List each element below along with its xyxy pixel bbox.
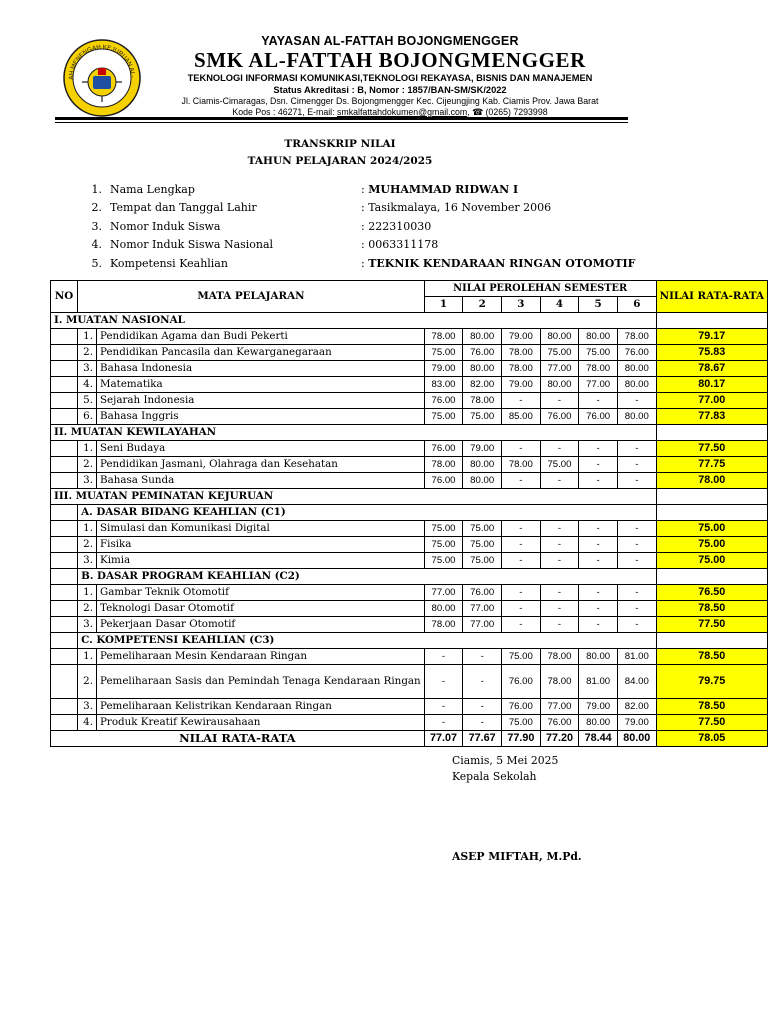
average-score: 77.50 xyxy=(656,715,767,731)
header-average: NILAI RATA-RATA xyxy=(656,281,767,313)
semester-score: - xyxy=(579,457,618,473)
document-title: TRANSKRIP NILAI xyxy=(284,138,396,150)
average-score: 78.00 xyxy=(656,473,767,489)
section-row xyxy=(51,313,768,329)
semester-score: 78.00 xyxy=(424,617,463,633)
semester-score: 77.00 xyxy=(540,699,579,715)
semester-score: 84.00 xyxy=(617,665,656,699)
indent-cell xyxy=(51,473,78,489)
info-label: Kompetensi Keahlian xyxy=(110,256,228,270)
semester-score: 75.00 xyxy=(502,715,541,731)
semester-score: 75.00 xyxy=(424,537,463,553)
semester-score: 75.00 xyxy=(540,457,579,473)
semester-score: - xyxy=(617,585,656,601)
subject-name: Bahasa Inggris xyxy=(97,409,425,425)
semester-score: - xyxy=(617,521,656,537)
semester-score: - xyxy=(502,393,541,409)
semester-score: 80.00 xyxy=(579,715,618,731)
semester-score: - xyxy=(579,521,618,537)
semester-score: 80.00 xyxy=(463,329,502,345)
indent-cell xyxy=(51,633,78,649)
subsection-row xyxy=(51,569,768,585)
total-semester-score: 77.67 xyxy=(463,731,502,747)
average-score: 78.67 xyxy=(656,361,767,377)
semester-score: 76.00 xyxy=(540,409,579,425)
signature-position: Kepala Sekolah xyxy=(452,770,537,783)
semester-score: 80.00 xyxy=(617,361,656,377)
info-value-bold: MUHAMMAD RIDWAN I xyxy=(368,183,519,196)
semester-score: 75.00 xyxy=(424,345,463,361)
semester-score: 78.00 xyxy=(424,329,463,345)
semester-score: 76.00 xyxy=(463,345,502,361)
subject-name: Pemeliharaan Sasis dan Pemindah Tenaga Kendaraan Ringan xyxy=(97,665,425,699)
semester-score: - xyxy=(502,473,541,489)
average-score: 75.83 xyxy=(656,345,767,361)
semester-score: - xyxy=(579,585,618,601)
semester-score: 76.00 xyxy=(502,699,541,715)
semester-score: 80.00 xyxy=(540,377,579,393)
postal-code: Kode Pos : 46271, E-mail: xyxy=(232,107,338,117)
semester-score: 75.00 xyxy=(463,409,502,425)
semester-score: 76.00 xyxy=(502,665,541,699)
table-row xyxy=(51,537,768,553)
semester-score: 85.00 xyxy=(502,409,541,425)
info-label: Nomor Induk Siswa Nasional xyxy=(110,238,274,252)
header-semester-6: 6 xyxy=(617,297,656,313)
average-score: 77.50 xyxy=(656,441,767,457)
indent-cell xyxy=(51,329,78,345)
semester-score: 75.00 xyxy=(579,345,618,361)
semester-score: 78.00 xyxy=(540,649,579,665)
total-semester-score: 77.20 xyxy=(540,731,579,747)
average-score: 77.75 xyxy=(656,457,767,473)
document-subtitle: TAHUN PELAJARAN 2024/2025 xyxy=(247,155,433,167)
semester-score: 76.00 xyxy=(424,393,463,409)
semester-score: 80.00 xyxy=(579,329,618,345)
semester-score: 80.00 xyxy=(463,473,502,489)
subject-name: Kimia xyxy=(97,553,425,569)
total-average-score: 78.05 xyxy=(656,731,767,747)
average-score: 75.00 xyxy=(656,553,767,569)
school-name: SMK AL-FATTAH BOJONGMENGGER xyxy=(194,48,586,72)
semester-score: 78.00 xyxy=(579,361,618,377)
semester-score: - xyxy=(463,649,502,665)
subsection-row xyxy=(51,505,768,521)
semester-score: - xyxy=(579,393,618,409)
info-value-bold: TEKNIK KENDARAAN RINGAN OTOMOTIF xyxy=(368,256,636,270)
row-number: 2. xyxy=(78,345,97,361)
info-value-text: : 0063311178 xyxy=(361,238,439,252)
semester-score: 82.00 xyxy=(617,699,656,715)
header-semester-4: 4 xyxy=(540,297,579,313)
total-label: NILAI RATA-RATA xyxy=(51,731,425,747)
row-number: 3. xyxy=(78,473,97,489)
semester-score: 76.00 xyxy=(424,441,463,457)
average-empty-cell xyxy=(656,313,767,329)
row-number: 1. xyxy=(78,329,97,345)
indent-cell xyxy=(51,699,78,715)
average-score: 80.17 xyxy=(656,377,767,393)
average-score: 77.83 xyxy=(656,409,767,425)
school-emblem-icon xyxy=(62,38,142,118)
row-number: 3. xyxy=(78,553,97,569)
semester-score: 80.00 xyxy=(463,361,502,377)
average-score: 75.00 xyxy=(656,521,767,537)
indent-cell xyxy=(51,649,78,665)
header-semester-3: 3 xyxy=(502,297,541,313)
semester-score: 79.00 xyxy=(463,441,502,457)
section-title: II. MUATAN KEWILAYAHAN xyxy=(51,425,657,441)
total-semester-score: 80.00 xyxy=(617,731,656,747)
subject-name: Pemeliharaan Kelistrikan Kendaraan Ringan xyxy=(97,699,425,715)
indent-cell xyxy=(51,715,78,731)
info-value xyxy=(361,199,551,217)
info-label: Nomor Induk Siswa xyxy=(110,219,221,233)
student-info-row xyxy=(88,236,648,254)
semester-score: - xyxy=(502,441,541,457)
semester-score: 79.00 xyxy=(617,715,656,731)
table-row xyxy=(51,377,768,393)
subject-name: Produk Kreatif Kewirausahaan xyxy=(97,715,425,731)
section-title: III. MUATAN PEMINATAN KEJURUAN xyxy=(51,489,657,505)
info-value-text: : 222310030 xyxy=(361,219,432,233)
subject-name: Pendidikan Jasmani, Olahraga dan Kesehatan xyxy=(97,457,425,473)
semester-score: 77.00 xyxy=(424,585,463,601)
semester-score: 80.00 xyxy=(540,329,579,345)
average-empty-cell xyxy=(656,633,767,649)
semester-score: 79.00 xyxy=(502,329,541,345)
semester-score: 78.00 xyxy=(617,329,656,345)
indent-cell xyxy=(51,505,78,521)
signature-name: ASEP MIFTAH, M.Pd. xyxy=(452,850,582,863)
semester-score: - xyxy=(424,665,463,699)
semester-score: - xyxy=(617,393,656,409)
semester-score: - xyxy=(540,585,579,601)
table-row xyxy=(51,329,768,345)
letterhead-text xyxy=(152,34,628,118)
info-value-text: : xyxy=(361,183,369,196)
semester-score: 80.00 xyxy=(579,649,618,665)
semester-score: 75.00 xyxy=(463,521,502,537)
total-semester-score: 77.07 xyxy=(424,731,463,747)
header-semester-2: 2 xyxy=(463,297,502,313)
indent-cell xyxy=(51,457,78,473)
semester-score: - xyxy=(617,457,656,473)
semester-score: - xyxy=(424,715,463,731)
info-value xyxy=(361,255,636,273)
row-number: 1. xyxy=(78,521,97,537)
table-row xyxy=(51,345,768,361)
semester-score: 82.00 xyxy=(463,377,502,393)
semester-score: - xyxy=(617,473,656,489)
average-score: 79.17 xyxy=(656,329,767,345)
semester-score: - xyxy=(579,617,618,633)
semester-score: - xyxy=(540,441,579,457)
row-number: 1. xyxy=(78,441,97,457)
indent-cell xyxy=(51,601,78,617)
semester-score: - xyxy=(579,537,618,553)
semester-score: 79.00 xyxy=(502,377,541,393)
row-number: 3. xyxy=(78,699,97,715)
average-score: 79.75 xyxy=(656,665,767,699)
semester-score: - xyxy=(540,553,579,569)
semester-score: - xyxy=(502,617,541,633)
semester-score: - xyxy=(540,601,579,617)
semester-score: 78.00 xyxy=(540,665,579,699)
semester-score: - xyxy=(463,665,502,699)
semester-score: 80.00 xyxy=(617,409,656,425)
accreditation-status: Status Akreditasi : B, Nomor : 1857/BAN-SM/SK/2022 xyxy=(273,85,507,95)
info-number: 4. xyxy=(91,238,102,252)
average-score: 76.50 xyxy=(656,585,767,601)
semester-score: - xyxy=(579,441,618,457)
subject-name: Pekerjaan Dasar Otomotif xyxy=(97,617,425,633)
info-value-text: : Tasikmalaya, 16 November 2006 xyxy=(361,201,552,215)
average-score: 78.50 xyxy=(656,699,767,715)
semester-score: - xyxy=(424,699,463,715)
semester-score: 78.00 xyxy=(463,393,502,409)
average-empty-cell xyxy=(656,425,767,441)
indent-cell xyxy=(51,569,78,585)
semester-score: 77.00 xyxy=(540,361,579,377)
subsection-title: C. KOMPETENSI KEAHLIAN (C3) xyxy=(78,633,656,649)
indent-cell xyxy=(51,537,78,553)
semester-score: 75.00 xyxy=(424,521,463,537)
table-row xyxy=(51,361,768,377)
student-info-row xyxy=(88,199,648,217)
school-address: Jl. Ciamis-Cimaragas, Dsn. Cimengger Ds. Bojongmengger Kec. Cijeungjing Kab. Ciamis Prov. Jawa Barat xyxy=(181,96,599,106)
info-number: 3. xyxy=(91,219,102,233)
subsection-title: B. DASAR PROGRAM KEAHLIAN (C2) xyxy=(78,569,656,585)
row-number: 1. xyxy=(78,585,97,601)
indent-cell xyxy=(51,585,78,601)
grades-table xyxy=(50,280,768,747)
semester-score: - xyxy=(617,601,656,617)
section-row xyxy=(51,489,768,505)
semester-score: - xyxy=(617,617,656,633)
indent-cell xyxy=(51,617,78,633)
table-row xyxy=(51,601,768,617)
average-empty-cell xyxy=(656,489,767,505)
student-info-row xyxy=(88,218,648,236)
row-number: 2. xyxy=(78,457,97,473)
semester-score: - xyxy=(424,649,463,665)
info-number: 1. xyxy=(91,183,102,196)
table-row xyxy=(51,473,768,489)
semester-score: 75.00 xyxy=(502,649,541,665)
student-info xyxy=(88,181,648,273)
semester-score: 75.00 xyxy=(463,537,502,553)
semester-score: 77.00 xyxy=(463,601,502,617)
semester-score: - xyxy=(579,473,618,489)
semester-score: 79.00 xyxy=(579,699,618,715)
header-semester: NILAI PEROLEHAN SEMESTER xyxy=(424,281,656,297)
row-number: 5. xyxy=(78,393,97,409)
info-label: Tempat dan Tanggal Lahir xyxy=(110,201,257,215)
average-score: 77.50 xyxy=(656,617,767,633)
student-info-row xyxy=(88,255,648,273)
table-row xyxy=(51,665,768,699)
semester-score: 76.00 xyxy=(579,409,618,425)
letterhead-rule-thin xyxy=(55,122,628,123)
section-title: I. MUATAN NASIONAL xyxy=(51,313,657,329)
semester-score: 76.00 xyxy=(617,345,656,361)
semester-score: 76.00 xyxy=(463,585,502,601)
semester-score: 75.00 xyxy=(424,553,463,569)
indent-cell xyxy=(51,409,78,425)
semester-score: - xyxy=(463,715,502,731)
semester-score: - xyxy=(463,699,502,715)
indent-cell xyxy=(51,441,78,457)
average-score: 77.00 xyxy=(656,393,767,409)
indent-cell xyxy=(51,377,78,393)
subject-name: Pemeliharaan Mesin Kendaraan Ringan xyxy=(97,649,425,665)
phone-number: , ☎ (0265) 7293998 xyxy=(467,107,548,117)
table-row xyxy=(51,649,768,665)
semester-score: - xyxy=(617,441,656,457)
subject-name: Sejarah Indonesia xyxy=(97,393,425,409)
semester-score: - xyxy=(617,553,656,569)
semester-score: - xyxy=(540,473,579,489)
info-number: 5. xyxy=(91,256,102,270)
row-number: 2. xyxy=(78,601,97,617)
signature-date: Ciamis, 5 Mei 2025 xyxy=(452,754,559,767)
email-link[interactable]: smkalfattahdokumen@gmail.com xyxy=(337,107,468,117)
header-no: NO xyxy=(51,281,78,313)
info-value xyxy=(361,236,438,254)
total-semester-score: 78.44 xyxy=(579,731,618,747)
info-value-text: : xyxy=(361,256,369,270)
semester-score: 80.00 xyxy=(463,457,502,473)
table-row xyxy=(51,553,768,569)
semester-score: 77.00 xyxy=(579,377,618,393)
logo-text: AH MENENGAH KEJURUAN AL- xyxy=(67,43,137,80)
indent-cell xyxy=(51,553,78,569)
subject-name: Simulasi dan Komunikasi Digital xyxy=(97,521,425,537)
semester-score: 81.00 xyxy=(579,665,618,699)
subsection-row xyxy=(51,633,768,649)
student-info-row xyxy=(88,181,648,199)
subject-name: Teknologi Dasar Otomotif xyxy=(97,601,425,617)
subject-name: Matematika xyxy=(97,377,425,393)
table-row xyxy=(51,585,768,601)
indent-cell xyxy=(51,345,78,361)
average-empty-cell xyxy=(656,505,767,521)
semester-score: 78.00 xyxy=(424,457,463,473)
average-score: 78.50 xyxy=(656,601,767,617)
table-row xyxy=(51,715,768,731)
letterhead xyxy=(56,30,630,122)
semester-score: - xyxy=(540,393,579,409)
semester-score: 77.00 xyxy=(463,617,502,633)
semester-score: 75.00 xyxy=(540,345,579,361)
semester-score: - xyxy=(540,537,579,553)
semester-score: - xyxy=(579,601,618,617)
semester-score: - xyxy=(540,521,579,537)
table-row xyxy=(51,457,768,473)
header-semester-5: 5 xyxy=(579,297,618,313)
semester-score: - xyxy=(579,553,618,569)
indent-cell xyxy=(51,665,78,699)
row-number: 1. xyxy=(78,649,97,665)
info-label: Nama Lengkap xyxy=(110,183,195,196)
semester-score: 76.00 xyxy=(424,473,463,489)
semester-score: 78.00 xyxy=(502,361,541,377)
semester-score: - xyxy=(502,537,541,553)
row-number: 3. xyxy=(78,617,97,633)
row-number: 3. xyxy=(78,361,97,377)
subject-name: Pendidikan Pancasila dan Kewarganegaraan xyxy=(97,345,425,361)
total-semester-score: 77.90 xyxy=(502,731,541,747)
row-number: 4. xyxy=(78,715,97,731)
row-number: 2. xyxy=(78,537,97,553)
info-number: 2. xyxy=(91,201,102,215)
subject-name: Pendidikan Agama dan Budi Pekerti xyxy=(97,329,425,345)
subject-name: Gambar Teknik Otomotif xyxy=(97,585,425,601)
school-programs: TEKNOLOGI INFORMASI KOMUNIKASI,TEKNOLOGI REKAYASA, BISNIS DAN MANAJEMEN xyxy=(187,73,593,83)
table-row xyxy=(51,393,768,409)
table-row xyxy=(51,617,768,633)
table-row xyxy=(51,699,768,715)
semester-score: 75.00 xyxy=(424,409,463,425)
info-value xyxy=(361,218,431,236)
header-semester-1: 1 xyxy=(424,297,463,313)
semester-score: 83.00 xyxy=(424,377,463,393)
average-empty-cell xyxy=(656,569,767,585)
semester-score: 81.00 xyxy=(617,649,656,665)
semester-score: - xyxy=(540,617,579,633)
subject-name: Seni Budaya xyxy=(97,441,425,457)
indent-cell xyxy=(51,361,78,377)
semester-score: 75.00 xyxy=(463,553,502,569)
indent-cell xyxy=(51,521,78,537)
average-score: 75.00 xyxy=(656,537,767,553)
semester-score: 79.00 xyxy=(424,361,463,377)
total-row xyxy=(51,731,768,747)
semester-score: - xyxy=(502,585,541,601)
semester-score: 80.00 xyxy=(424,601,463,617)
semester-score: 76.00 xyxy=(540,715,579,731)
table-row xyxy=(51,521,768,537)
letterhead-rule-thick xyxy=(55,117,628,120)
row-number: 6. xyxy=(78,409,97,425)
semester-score: 78.00 xyxy=(502,345,541,361)
average-score: 78.50 xyxy=(656,649,767,665)
section-row xyxy=(51,425,768,441)
foundation-name: YAYASAN AL-FATTAH BOJONGMENGGER xyxy=(261,34,519,48)
semester-score: - xyxy=(502,601,541,617)
semester-score: - xyxy=(502,521,541,537)
table-row xyxy=(51,409,768,425)
subject-name: Fisika xyxy=(97,537,425,553)
row-number: 2. xyxy=(78,665,97,699)
row-number: 4. xyxy=(78,377,97,393)
semester-score: - xyxy=(502,553,541,569)
subject-name: Bahasa Indonesia xyxy=(97,361,425,377)
subsection-title: A. DASAR BIDANG KEAHLIAN (C1) xyxy=(78,505,656,521)
table-row xyxy=(51,441,768,457)
header-subject: MATA PELAJARAN xyxy=(78,281,425,313)
indent-cell xyxy=(51,393,78,409)
subject-name: Bahasa Sunda xyxy=(97,473,425,489)
semester-score: - xyxy=(617,537,656,553)
semester-score: 80.00 xyxy=(617,377,656,393)
semester-score: 78.00 xyxy=(502,457,541,473)
info-value xyxy=(361,181,518,199)
